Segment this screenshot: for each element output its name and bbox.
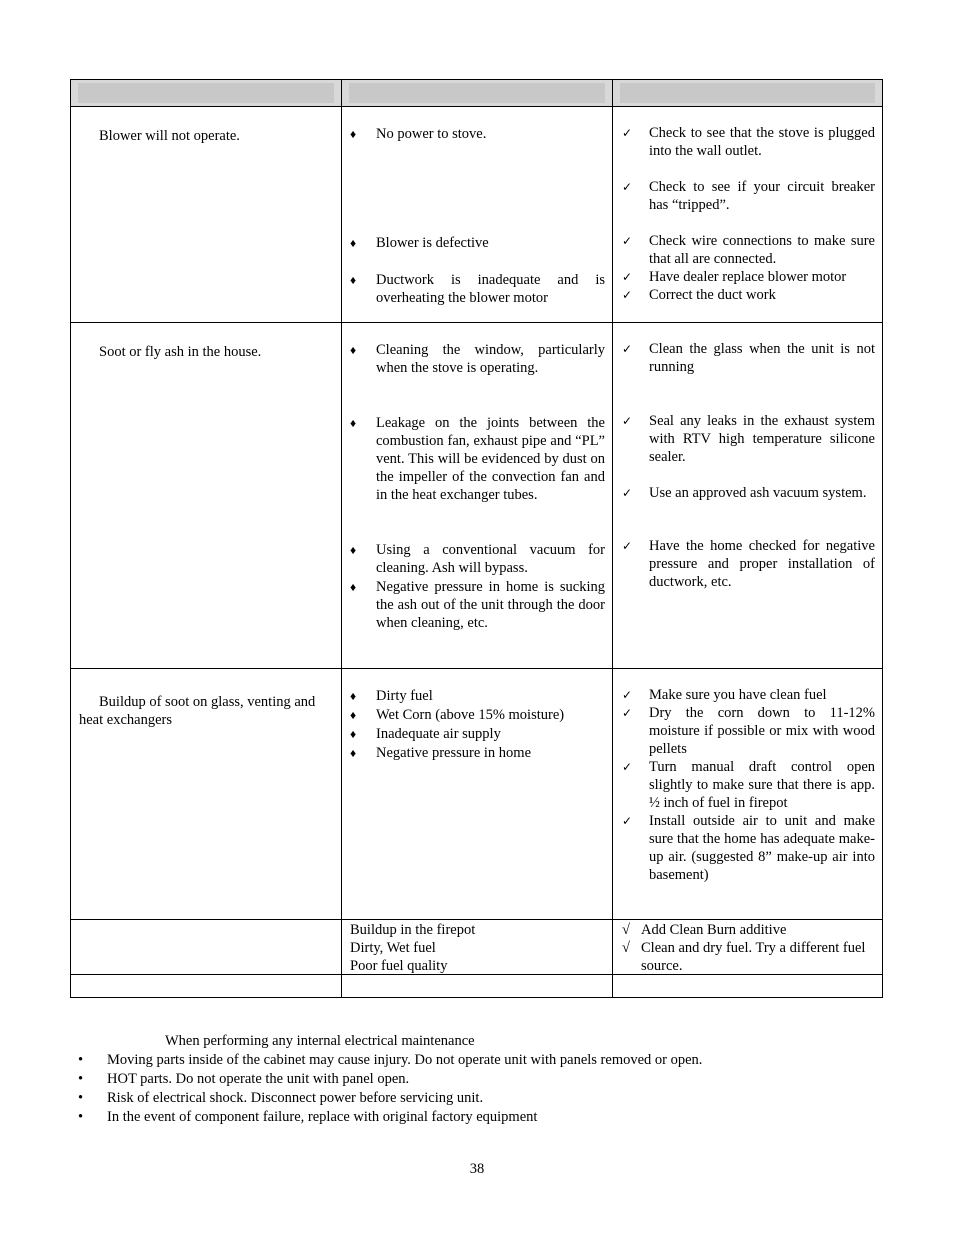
- cause-cell: [342, 107, 613, 322]
- cause-item: ♦ Blower is defective: [350, 235, 489, 251]
- problem-cell: [71, 107, 342, 322]
- check-icon: ✓: [622, 180, 633, 194]
- cause-item: ♦ Inadequate air supply: [350, 726, 501, 742]
- cause-line: Buildup in the firepot: [350, 922, 476, 938]
- troubleshooting-table: [70, 79, 883, 998]
- diamond-bullet-icon: ♦: [350, 708, 357, 722]
- solution-item: ✓ Correct the duct work: [622, 287, 776, 303]
- empty-cell: [342, 975, 613, 997]
- cause-cell: [342, 669, 613, 919]
- table-row: [70, 323, 883, 669]
- list-item: • In the event of component failure, replace with original factory equipment: [78, 1109, 538, 1125]
- solution-item: ✓ Dry the corn down to 11-12% moisture if possible or mix with wood pellets: [622, 705, 875, 757]
- cause-item: ♦ Dirty fuel: [350, 688, 433, 704]
- check-icon: ✓: [622, 539, 633, 553]
- diamond-bullet-icon: ♦: [350, 580, 357, 594]
- diamond-bullet-icon: ♦: [350, 543, 357, 557]
- diamond-bullet-icon: ♦: [350, 273, 357, 287]
- cause-item: ♦ Negative pressure in home: [350, 745, 532, 761]
- cause-item: ♦ Wet Corn (above 15% moisture): [350, 707, 565, 723]
- diamond-bullet-icon: ♦: [350, 127, 357, 141]
- solution-cell: [613, 920, 882, 974]
- solution-cell: [613, 107, 882, 322]
- solution-item: ✓ Check wire connections to make sure that all are connected.: [622, 233, 875, 267]
- problem-cell: [71, 669, 342, 919]
- safety-notes: [78, 1032, 878, 1127]
- check-icon: ✓: [622, 234, 633, 248]
- solution-item: ✓ Turn manual draft control open slightly to make sure that there is app. ½ inch of fuel in firepot: [622, 759, 875, 811]
- check-icon: ✓: [622, 688, 633, 702]
- diamond-bullet-icon: ♦: [350, 236, 357, 250]
- list-item: • Moving parts inside of the cabinet may cause injury. Do not operate unit with panels removed or open.: [78, 1052, 703, 1068]
- table-row: [70, 669, 883, 920]
- cause-item: ♦ Cleaning the window, particularly when the stove is operating.: [350, 342, 605, 376]
- bullet-icon: •: [78, 1071, 84, 1087]
- diamond-bullet-icon: ♦: [350, 689, 357, 703]
- cause-item: ♦ Using a conventional vacuum for cleaning. Ash will bypass.: [350, 542, 605, 576]
- solution-cell: [613, 669, 882, 919]
- check-icon: ✓: [622, 414, 633, 428]
- solution-item: ✓ Use an approved ash vacuum system.: [622, 485, 867, 501]
- diamond-bullet-icon: ♦: [350, 343, 357, 357]
- table-header-row: [70, 79, 883, 107]
- check-icon: ✓: [622, 760, 633, 774]
- problem-text: Blower will not operate.: [99, 128, 240, 144]
- cause-item: ♦ Ductwork is inadequate and is overheating the blower motor: [350, 272, 605, 306]
- cause-cell: [342, 323, 613, 668]
- bullet-icon: •: [78, 1052, 84, 1068]
- check-icon: ✓: [622, 288, 633, 302]
- solution-item: ✓ Seal any leaks in the exhaust system with RTV high temperature silicone sealer.: [622, 413, 875, 465]
- cause-item: ♦ Negative pressure in home is sucking the ash out of the unit through the door when cleaning, etc.: [350, 579, 605, 631]
- diamond-bullet-icon: ♦: [350, 727, 357, 741]
- solution-item: ✓ Make sure you have clean fuel: [622, 687, 827, 703]
- cause-cell: [342, 920, 613, 974]
- notes-lead: When performing any internal electrical maintenance: [165, 1033, 475, 1049]
- header-cell-cause: [342, 80, 613, 106]
- cause-item: ♦ No power to stove.: [350, 126, 487, 142]
- table-row-empty: [70, 975, 883, 998]
- solution-item: ✓ Check to see that the stove is plugged into the wall outlet.: [622, 125, 875, 159]
- check-icon: ✓: [622, 706, 633, 720]
- solution-cell: [613, 323, 882, 668]
- solution-item: ✓ Check to see if your circuit breaker has “tripped”.: [622, 179, 875, 213]
- check-icon: ✓: [622, 270, 633, 284]
- cause-item: ♦ Leakage on the joints between the combustion fan, exhaust pipe and “PL” vent. This will be evidenced by dust on the impeller of the convection fan and in the heat exchanger tubes.: [350, 415, 605, 503]
- solution-item: √ Clean and dry fuel. Try a different fuel source.: [622, 940, 866, 974]
- bullet-icon: •: [78, 1090, 84, 1106]
- check-icon: ✓: [622, 342, 633, 356]
- problem-cell: [71, 323, 342, 668]
- problem-text: Soot or fly ash in the house.: [99, 344, 262, 360]
- diamond-bullet-icon: ♦: [350, 416, 357, 430]
- solution-item: √ Add Clean Burn additive: [622, 922, 787, 938]
- table-row: [70, 920, 883, 975]
- radical-icon: √: [622, 940, 630, 956]
- bullet-icon: •: [78, 1109, 84, 1125]
- problem-text: Buildup of soot on glass, venting and heat exchangers: [79, 694, 316, 728]
- list-item: • Risk of electrical shock. Disconnect power before servicing unit.: [78, 1090, 484, 1106]
- empty-cell: [71, 975, 342, 997]
- solution-item: ✓ Clean the glass when the unit is not running: [622, 341, 875, 375]
- check-icon: ✓: [622, 814, 633, 828]
- header-cell-solution: [613, 80, 882, 106]
- problem-cell: [71, 920, 342, 974]
- radical-icon: √: [622, 922, 630, 938]
- empty-cell: [613, 975, 882, 997]
- table-row: [70, 107, 883, 323]
- cause-line: Dirty, Wet fuel: [350, 940, 436, 956]
- cause-line: Poor fuel quality: [350, 958, 448, 974]
- diamond-bullet-icon: ♦: [350, 746, 357, 760]
- page-number: 38: [469, 1161, 485, 1177]
- solution-item: ✓ Install outside air to unit and make sure that the home has adequate make-up air. (suggested 8” make-up air into basement): [622, 813, 875, 883]
- check-icon: ✓: [622, 126, 633, 140]
- check-icon: ✓: [622, 486, 633, 500]
- solution-item: ✓ Have dealer replace blower motor: [622, 269, 847, 285]
- header-cell-problem: [71, 80, 342, 106]
- solution-item: ✓ Have the home checked for negative pressure and proper installation of ductwork, etc.: [622, 538, 875, 590]
- list-item: • HOT parts. Do not operate the unit with panel open.: [78, 1071, 410, 1087]
